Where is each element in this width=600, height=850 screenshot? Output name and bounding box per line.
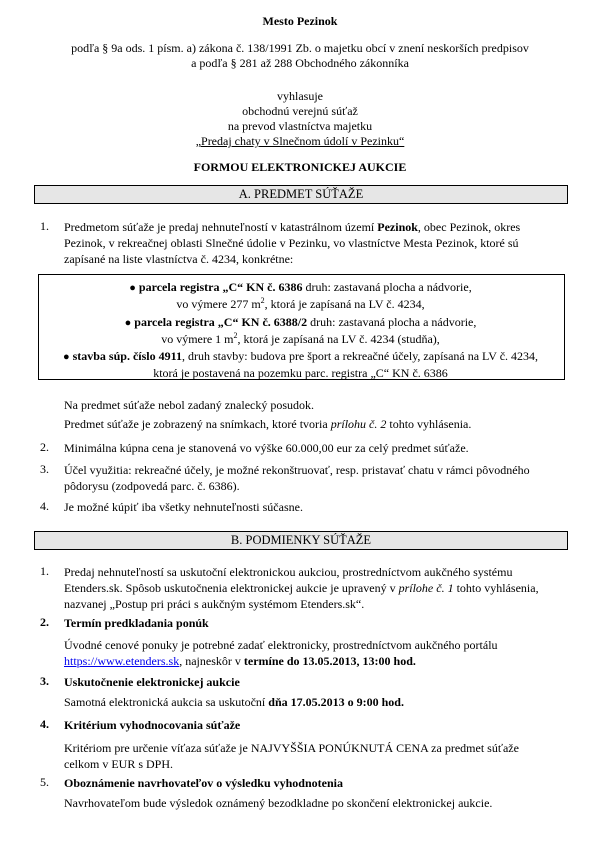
b-item5-heading: Oboznámenie navrhovateľov o výsledku vyhodnotenia — [64, 776, 343, 790]
b-item3-heading: Uskutočnenie elektronickej aukcie — [64, 675, 240, 689]
a-item1-line2: Pezinok, v rekreačnej oblasti Slnečné údolie v Pezinku, vo vlastníctve Mesta Pezinok, ktoré sú — [64, 236, 519, 250]
parcel-2-rest: druh: zastavaná plocha a nádvorie, — [307, 315, 477, 329]
a-item1-text — [64, 219, 560, 267]
parcel-1-lv: , ktorá je zapísaná na LV č. 4234, — [264, 297, 425, 311]
a-item1-line3: zapísané na liste vlastníctva č. 4234, konkrétne: — [64, 252, 294, 266]
b-item2-number: 2. — [40, 615, 49, 629]
law-line-2: a podľa § 281 až 288 Obchodného zákonníka — [191, 56, 409, 70]
b-item5-text: Navrhovateľom bude výsledok oznámený bezodkladne po skončení elektronickej aukcie. — [64, 796, 493, 810]
b-item2-deadline: termíne do 13.05.2013, 13:00 hod. — [243, 654, 416, 668]
b-item1-text — [64, 564, 560, 612]
parcel-3-rest: , druh stavby: budova pre šport a rekreačné účely, zapísaná na LV č. 4234, — [181, 349, 539, 363]
parcel-3-line2: ktorá je postavená na pozemku parc. registra „C“ KN č. 6386 — [153, 366, 448, 380]
parcel-1: ● parcela registra „C“ KN č. 6386 druh: zastavaná plocha a nádvorie, vo výmere 277 $m^2$, ktorá je zapísaná na LV č. 4234, — [129, 280, 472, 311]
contest-text: obchodnú verejnú súťaž — [242, 104, 358, 118]
b-item2-line2b: , najneskôr v — [179, 654, 244, 668]
a-item1-pezinok: Pezinok — [377, 220, 418, 234]
a-item1-number: 1. — [40, 219, 49, 233]
b-item5-number: 5. — [40, 775, 49, 789]
b-item4-text — [64, 740, 560, 772]
a-item3-line1: Účel využitia: rekreačné účely, je možné rekonštruovať, resp. pristavať chatu v rámci pôvodného — [64, 463, 530, 477]
transfer-text: na prevod vlastníctva majetku — [227, 119, 373, 133]
b-item2-text — [64, 637, 560, 669]
b-item3-date: dňa 17.05.2013 o 9:00 hod. — [268, 695, 404, 709]
b-item1-line3: nazvanej „Postup pri práci s aukčným systémom Etenders.sk“. — [64, 597, 365, 611]
a-note-1: Na predmet súťaže nebol zadaný znalecký posudok. — [64, 398, 315, 412]
section-b-heading: B. PODMIENKY SÚŤAŽE — [34, 531, 568, 550]
parcel-3-label: stavba súp. číslo 4911 — [72, 349, 182, 363]
b-item1-line2b: prílohe č. 1 — [398, 581, 454, 595]
a-note-2c: tohto vyhlásenia. — [386, 417, 472, 431]
parcel-1-sup: 2 — [260, 296, 265, 305]
b-item2-heading: Termín predkladania ponúk — [64, 616, 209, 630]
b-item4-heading: Kritérium vyhodnocovania súťaže — [64, 718, 241, 732]
b-item1-number: 1. — [40, 564, 49, 578]
a-item4-text: Je možné kúpiť iba všetky nehnuteľnosti súčasne. — [64, 500, 303, 514]
b-item4-number: 4. — [40, 717, 49, 731]
b-item3-text — [64, 694, 560, 710]
parcel-2-lv: , ktorá je zapísaná na LV č. 4234 (studňa), — [237, 332, 440, 346]
subject-text: „Predaj chaty v Slnečnom údolí v Pezinku“ — [195, 134, 405, 148]
etenders-link[interactable]: https://www.etenders.sk — [64, 654, 180, 668]
a-item3-text — [64, 462, 560, 494]
a-item2-number: 2. — [40, 440, 49, 454]
a-item4-number: 4. — [40, 499, 49, 513]
b-item1-line2c: tohto vyhlásenia, — [453, 581, 539, 595]
a-item2-text: Minimálna kúpna cena je stanovená vo výške 60.000,00 eur za celý predmet súťaže. — [64, 441, 469, 455]
law-line-1: podľa § 9a ods. 1 písm. a) zákona č. 138/1991 Zb. o majetku obcí v znení neskorších predpisov — [71, 41, 529, 55]
announces-text: vyhlasuje — [277, 89, 323, 103]
a-note-2a: Predmet súťaže je zobrazený na snímkach, ktoré tvoria — [64, 417, 331, 431]
parcel-2-label: parcela registra „C“ KN č. 6388/2 — [134, 315, 308, 329]
b-item1-line2a: Etenders.sk. Spôsob uskutočnenia elektronickej aukcie je upravený v — [64, 581, 399, 595]
parcel-3: ● stavba súp. číslo 4911, druh stavby: budova pre šport a rekreačné účely, zapísaná na LV č. 4234, ktorá je postavená na pozemku parc. registra „C“ KN č. 6386 — [62, 349, 539, 380]
b-item3-number: 3. — [40, 674, 49, 688]
city-title: Mesto Pezinok — [262, 14, 338, 28]
a-item1-line1c: , obec Pezinok, okres — [417, 220, 521, 234]
parcel-1-rest: druh: zastavaná plocha a nádvorie, — [302, 280, 472, 294]
a-item3-line2: pôdorysu (zodpovedá parc. č. 6386). — [64, 479, 240, 493]
b-item3-text-a: Samotná elektronická aukcia sa uskutoční — [64, 695, 269, 709]
a-item3-number: 3. — [40, 462, 49, 476]
parcel-1-label: parcela registra „C“ KN č. 6386 — [138, 280, 303, 294]
parcel-2-area: vo výmere 1 m — [161, 332, 234, 346]
parcel-1-area: vo výmere 277 m — [176, 297, 261, 311]
b-item4-line1: Kritériom pre určenie víťaza súťaže je NAJVYŠŠIA PONÚKNUTÁ CENA za predmet súťaže — [64, 741, 519, 755]
b-item2-line1: Úvodné cenové ponuky je potrebné zadať elektronicky, prostredníctvom aukčného portálu — [64, 638, 498, 652]
a-item1-line1a: Predmetom súťaže je predaj nehnuteľností v katastrálnom území — [64, 220, 378, 234]
form-title: FORMOU ELEKTRONICKEJ AUKCIE — [193, 160, 407, 174]
section-a-heading: A. PREDMET SÚŤAŽE — [34, 185, 568, 204]
parcel-2: ● parcela registra „C“ KN č. 6388/2 druh: zastavaná plocha a nádvorie, vo výmere 1 $m^2$, ktorá je zapísaná na LV č. 4234 (studňa), — [124, 315, 477, 346]
a-note-2b: prílohu č. 2 — [330, 417, 387, 431]
b-item4-line2: celkom v EUR s DPH. — [64, 757, 173, 771]
parcel-2-sup: 2 — [233, 331, 238, 340]
a-note-2 — [64, 416, 560, 432]
b-item1-line1: Predaj nehnuteľností sa uskutoční elektronickou aukciou, prostredníctvom aukčného systému — [64, 565, 513, 579]
